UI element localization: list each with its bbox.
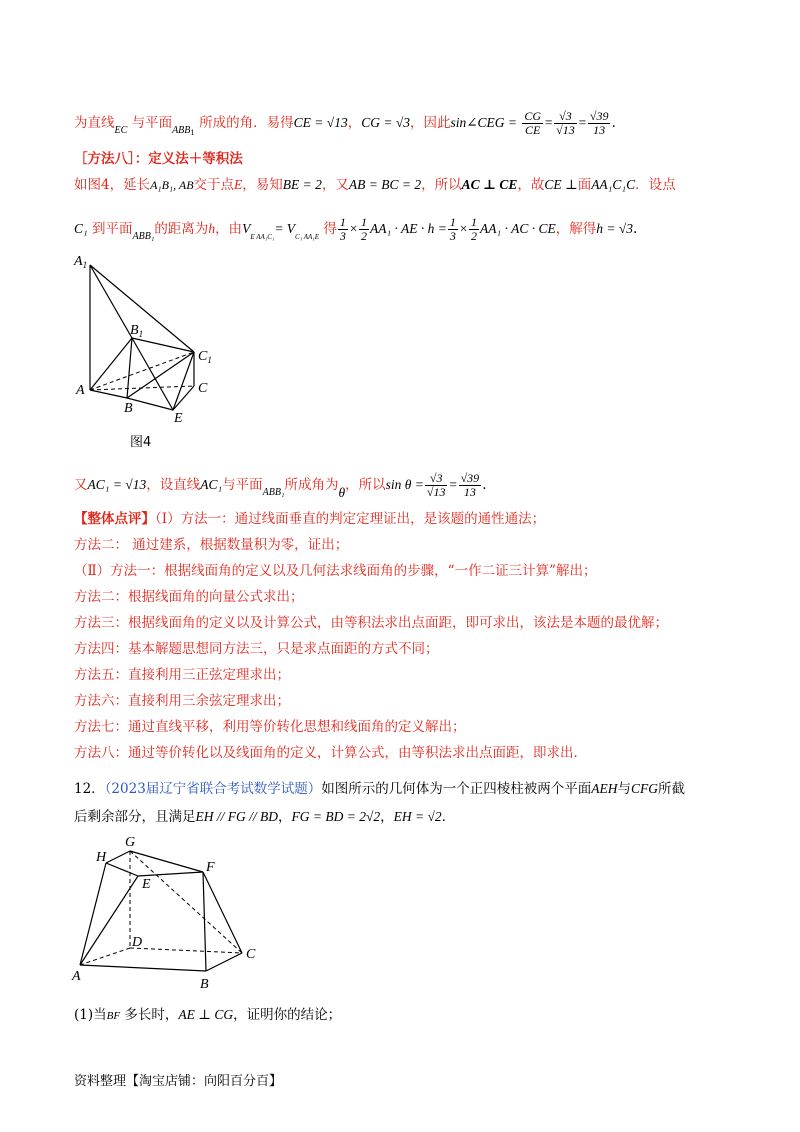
text: 又 (74, 477, 88, 493)
math: BF (106, 1010, 121, 1022)
page-footer: 资料整理【淘宝店铺：向阳百分百】 (74, 1074, 283, 1089)
text: ， (347, 115, 362, 131)
text: 与 (617, 781, 632, 797)
review-line: 方法八：通过等价转化以及线面角的定义，计算公式，由等积法求出点面距，即求出． (74, 745, 587, 761)
math: EH = √2 (393, 809, 442, 824)
text: ，解得 (555, 221, 597, 237)
text: ，设直线 (146, 477, 201, 493)
math: V (242, 221, 251, 236)
math: EH // FG // BD (195, 809, 278, 824)
text: 后剩余部分，且满足 (74, 809, 196, 825)
math: h = √3 (596, 221, 633, 236)
den: 13 (463, 485, 476, 499)
num: √39 (460, 471, 480, 485)
text: ．设点 (635, 177, 676, 193)
den: √13 (426, 485, 446, 499)
review-line: （Ⅱ）方法一：根据线面角的定义以及几何法求线面角的步骤，“一作二证三计算”解出； (74, 563, 597, 579)
den: 3 (449, 229, 456, 243)
fraction (338, 216, 348, 243)
text: ，由 (215, 221, 243, 237)
math: C₁ (74, 221, 88, 236)
text: 的距离为 (154, 221, 209, 237)
num: 1 (471, 215, 478, 229)
den: 3 (339, 229, 346, 243)
fraction (469, 216, 479, 243)
fraction (522, 110, 543, 137)
math-sin: sin∠CEG = (450, 115, 518, 130)
question-12-line-2 (74, 808, 455, 826)
math: sin θ = (385, 477, 424, 492)
review-line: 方法四：基本解题思想同方法三，只是求点面距的方式不同； (74, 641, 439, 657)
text: (1)当 (74, 1007, 107, 1023)
label-c: C (198, 381, 208, 396)
label-a: A (76, 383, 85, 398)
label-b1: $B_1$ (130, 323, 144, 339)
fraction (459, 472, 482, 499)
text: ，因此 (409, 115, 451, 131)
eq: = (544, 115, 554, 130)
label-c1: $C_1$ (198, 349, 212, 365)
text: ． (441, 809, 456, 825)
text: 所截 (658, 781, 686, 797)
math: h (208, 221, 216, 236)
label-g: G (125, 835, 136, 850)
text: 面 (577, 177, 592, 193)
figure-4 (70, 250, 230, 450)
text: 如图所示的几何体为一个正四棱柱被两个平面 (321, 781, 592, 797)
math-abb1: ABB (172, 125, 191, 136)
math-cg: CG = √3 (361, 115, 410, 130)
math: ABB₁ (262, 487, 285, 498)
label-b: B (124, 401, 133, 416)
math: AB = BC = 2 (348, 177, 422, 192)
math: = V (274, 221, 296, 236)
label-h: H (96, 850, 107, 865)
op: × (348, 221, 358, 236)
sub: 1 (190, 129, 195, 137)
figure-caption: 图4 (130, 435, 152, 450)
math: AE ⊥ CG (178, 1007, 234, 1022)
math: AC₁ (200, 477, 223, 492)
text: ，所以 (345, 477, 386, 493)
text: 所成角为 (284, 477, 339, 493)
label-b: B (200, 977, 209, 992)
text: ，所以 (421, 177, 462, 193)
fraction (448, 216, 458, 243)
solution-line-4 (74, 216, 637, 246)
eq: = (448, 477, 458, 492)
math: C₁ AA₁E (295, 233, 320, 241)
question-source: （2023届辽宁省联合考试数学试题） (104, 781, 322, 797)
math: θ (338, 485, 346, 500)
num: 1 (449, 215, 456, 229)
text: 与平面 (131, 115, 173, 131)
label-e: E (142, 877, 151, 892)
num: CG (524, 109, 542, 123)
text: . (482, 477, 487, 493)
text: 为直线 (74, 115, 115, 131)
math-ce: CE = √13 (293, 115, 348, 130)
review-line: 方法三：根据线面角的定义以及计算公式，由等积法求出点面距，即可求出，该法是本题的最优解； (74, 615, 668, 631)
method-8-heading: ［方法八］：定义法＋等积法 (74, 151, 243, 167)
question-12-part-1 (74, 1006, 341, 1025)
math: CFG (631, 781, 659, 796)
den: 2 (360, 229, 367, 243)
math: AC₁ = √13 (87, 477, 147, 492)
fraction (425, 472, 448, 499)
review-line: 方法六：直接利用三余弦定理求出； (74, 693, 290, 709)
math: AA₁ · AE · h = (369, 221, 447, 236)
text: 如图4，延长 (74, 177, 151, 193)
label-a1: $A_1$ (74, 254, 88, 270)
solution-line-5 (74, 472, 486, 502)
text: 得 (323, 221, 337, 237)
solution-line-1 (74, 110, 616, 142)
solution-line-3 (74, 176, 676, 194)
label-d: D (132, 935, 143, 950)
review-line: 方法七：通过直线平移，利用等价转化思想和线面角的定义解出； (74, 719, 466, 735)
text: ，又 (321, 177, 349, 193)
text: 交于点 (193, 177, 235, 193)
math: FG = BD = 2√2 (291, 809, 381, 824)
figure-4-drawing (70, 250, 230, 450)
text: . (633, 221, 638, 237)
review-text: （Ⅰ）方法一：通过线面垂直的判定定理证出，是该题的通性通法； (155, 511, 546, 527)
review-line: 方法五：直接利用三正弦定理求出； (74, 667, 290, 683)
den: √13 (556, 123, 575, 137)
math: AC ⊥ CE (461, 177, 518, 192)
math: A₁B₁, AB (150, 178, 194, 192)
label-a: A (72, 969, 81, 984)
review-line (74, 510, 545, 528)
label-f: F (206, 860, 215, 875)
op: × (458, 221, 469, 236)
num: 1 (339, 215, 346, 229)
text: ，故 (517, 177, 545, 193)
den: 2 (471, 229, 478, 243)
math: AA₁ · AC · CE (480, 221, 556, 236)
math: E (234, 177, 243, 192)
fraction (554, 110, 577, 137)
num: √3 (425, 472, 448, 486)
num: √39 (589, 109, 609, 123)
text: 到平面 (92, 221, 133, 237)
text: ， (380, 809, 394, 825)
text: ，易知 (242, 177, 283, 193)
math: CE ⊥ (544, 177, 578, 192)
figure-q12-drawing (70, 828, 270, 998)
text: ，证明你的结论； (233, 1007, 342, 1023)
question-number: 12． (74, 781, 105, 797)
math-ec: EC (114, 125, 128, 136)
question-12-line-1 (74, 780, 685, 798)
math: ABB₁ (132, 231, 155, 242)
review-line: 方法二：根据线面角的向量公式求出； (74, 589, 304, 605)
text: 与平面 (222, 477, 263, 493)
math: AA₁C₁C (591, 177, 636, 192)
text: ， (278, 809, 292, 825)
text: 所成的角．易得 (199, 115, 294, 131)
eq: = (577, 115, 587, 130)
label-e: E (174, 411, 183, 426)
num: √3 (554, 110, 577, 124)
review-heading: 【整体点评】 (74, 511, 155, 527)
review-line: 方法二： 通过建系，根据数量积为零，证出； (74, 537, 349, 553)
math: AEH (591, 781, 618, 796)
den: 13 (593, 123, 606, 137)
math: BE = 2 (282, 177, 322, 192)
text: 多长时， (124, 1007, 179, 1023)
fraction (359, 216, 369, 243)
figure-q12 (70, 828, 270, 998)
math: E AA₁C₁ (250, 233, 275, 241)
text: . (611, 115, 616, 131)
den: CE (525, 123, 541, 137)
label-c: C (246, 947, 256, 962)
fraction (588, 110, 611, 137)
num: 1 (360, 215, 367, 229)
